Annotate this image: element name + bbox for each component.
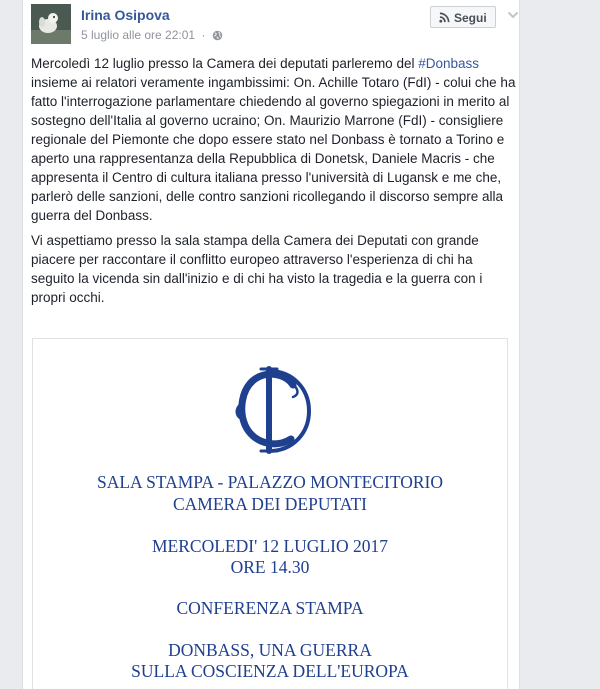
flyer-line-title-2: SULLA COSCIENZA DELL'EUROPA — [131, 661, 409, 681]
follow-label: Segui — [454, 11, 487, 25]
rss-icon — [439, 12, 450, 23]
post-header — [31, 4, 511, 46]
post-paragraph-1 — [31, 54, 517, 225]
globe-icon[interactable] — [212, 30, 223, 41]
meta-separator: · — [201, 28, 206, 42]
chevron-down-icon[interactable] — [507, 10, 519, 20]
post-timestamp[interactable]: 5 luglio alle ore 22:01 — [81, 28, 196, 42]
paragraph-1-text-start: Mercoledì 12 luglio presso la Camera dei deputati parleremo del — [31, 56, 419, 71]
paragraph-1-text-end: insieme ai relatori veramente ingambissimi: On. Achille Totaro (FdI) - colui che ha fatto l'interrogazione parlamentare chiedendo al governo spiegazioni in merito al sostegno dell'Italia al governo ucraino; On. Maurizio Marrone (FdI) - consigliere regionale del Piemonte che dopo essere stato nel Donbass è tornato a Torino e aperto una rappresentanza della Repubblica di Donetsk, Daniele Macris - che appresenta il Centro di cultura italiana presso l'università di Lugansk e me che, parlerò delle sanzioni, delle contro sanzioni ricollegando il discorso sempre alla guerra del Donbass. — [31, 75, 516, 223]
avatar-image — [31, 4, 71, 44]
camera-monogram-logo — [229, 363, 315, 457]
post-meta — [81, 28, 223, 42]
post-image[interactable] — [32, 338, 508, 689]
post-body — [31, 54, 517, 313]
post-paragraph-2: Vi aspettiamo presso la sala stampa della Camera dei Deputati con grande piacere per raccontare il conflitto europeo attraverso l'esperienza di chi ha seguito la vicenda sin dall'inizio e di chi ha visto la tragedia e la guerra con i propri occhi. — [31, 233, 483, 305]
post-card — [22, 0, 520, 689]
flyer-line-venue: SALA STAMPA - PALAZZO MONTECITORIO — [96, 472, 444, 492]
avatar[interactable] — [31, 4, 71, 44]
author-name[interactable]: Irina Osipova — [81, 7, 170, 23]
flyer-line-chamber: CAMERA DEI DEPUTATI — [172, 494, 367, 514]
flyer-line-event: CONFERENZA STAMPA — [176, 598, 364, 618]
hashtag-link[interactable]: #Donbass — [418, 56, 480, 71]
follow-button[interactable] — [430, 6, 496, 28]
flyer-line-time: ORE 14.30 — [230, 557, 310, 577]
flyer-line-title-1: DONBASS, UNA GUERRA — [168, 640, 372, 660]
flyer-line-date: MERCOLEDI' 12 LUGLIO 2017 — [152, 536, 388, 556]
